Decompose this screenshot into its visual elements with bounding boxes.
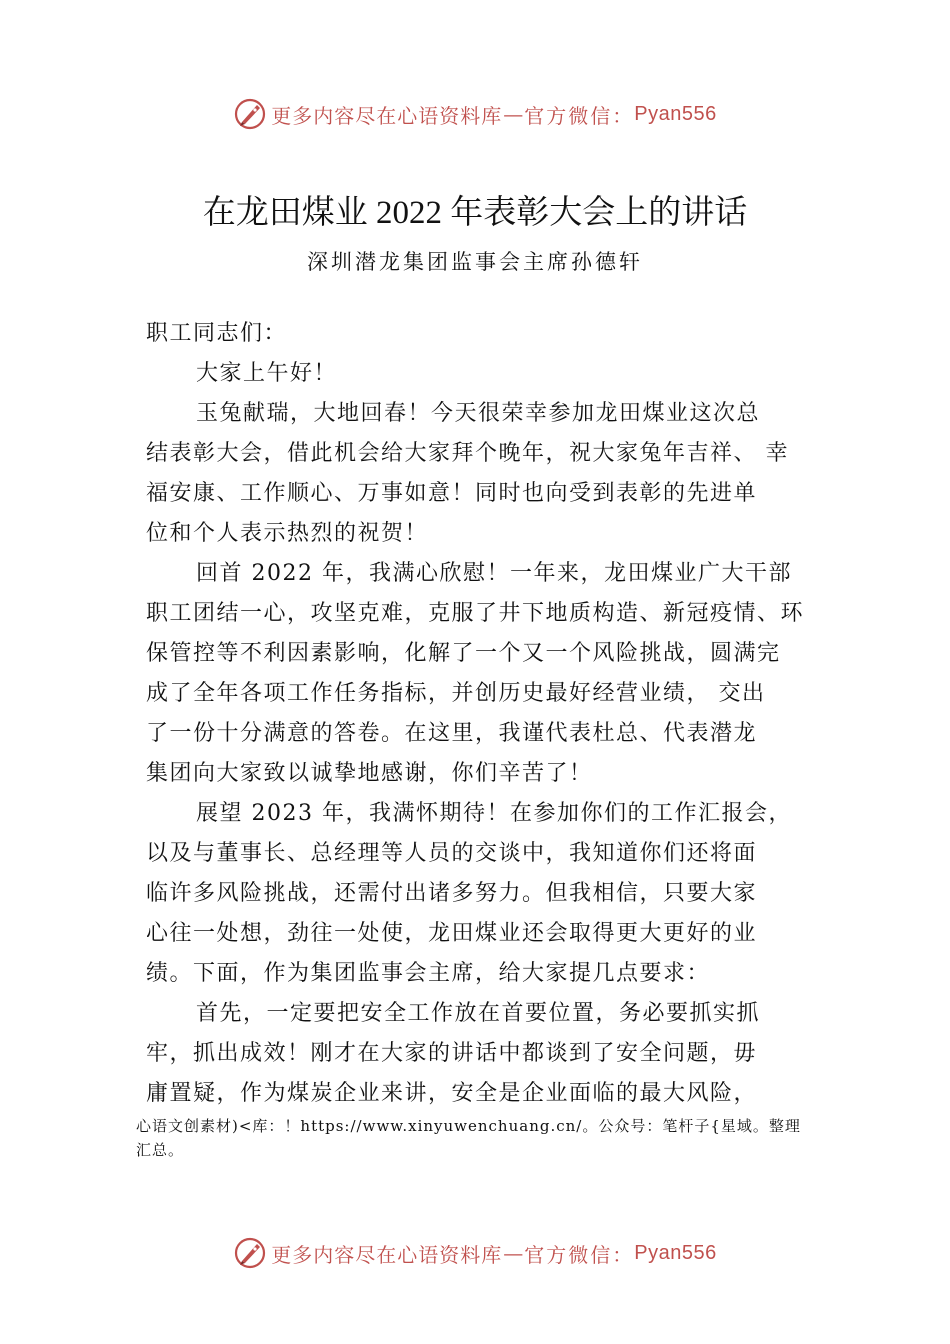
body-line: 位和个人表示热烈的祝贺！ [146, 521, 429, 546]
banner-text: 更多内容尽在心语资料库 [271, 103, 503, 128]
body-line: 职工团结一心，攻坚克难，克服了井下地质构造、新冠疫情、环 [146, 601, 805, 626]
body-line: 职工同志们： [146, 321, 288, 346]
header-banner [0, 94, 950, 134]
banner-text: 更多内容尽在心语资料库 [271, 1242, 503, 1267]
banner-wechat-id: Pyan556 [634, 1241, 717, 1264]
footnote-line-1: 心语文创素材)<库：！https://www.xinyuwenchuang.cn/。公众号：笔杆子{星域。整理 [136, 1117, 801, 1135]
body-line: 首先，一定要把安全工作放在首要位置，务必要抓实抓 [196, 1001, 761, 1026]
body-line: 以及与董事长、总经理等人员的交谈中，我知道你们还将面 [146, 841, 758, 866]
source-footnote [136, 1114, 836, 1162]
document-title: 在龙田煤业 2022 年表彰大会上的讲话 [202, 195, 748, 231]
banner-separator: — [503, 102, 524, 126]
document-subtitle: 深圳潜龙集团监事会主席孙德轩 [307, 250, 643, 274]
body-line: 保管控等不利因素影响，化解了一个又一个风险挑战，圆满完 [146, 641, 781, 666]
body-line: 庸置疑，作为煤炭企业来讲，安全是企业面临的最大风险， [146, 1081, 758, 1106]
body-line: 绩。下面，作为集团监事会主席，给大家提几点要求： [146, 961, 711, 986]
footnote-line-2: 汇总。 [136, 1141, 185, 1159]
body-line: 回首 2022 年，我满心欣慰！一年来，龙田煤业广大干部 [196, 561, 792, 586]
body-line: 展望 2023 年，我满怀期待！在参加你们的工作汇报会， [196, 801, 792, 826]
document-body [146, 314, 814, 1114]
body-line: 临许多风险挑战，还需付出诸多努力。但我相信，只要大家 [146, 881, 758, 906]
banner-wechat-label: 官方微信： [524, 103, 635, 128]
body-line: 福安康、工作顺心、万事如意！同时也向受到表彰的先进单 [146, 481, 758, 506]
body-line: 了一份十分满意的答卷。在这里，我谨代表杜总、代表潜龙 [146, 721, 758, 746]
body-line: 结表彰大会，借此机会给大家拜个晚年，祝大家兔年吉祥、 幸 [146, 441, 789, 466]
body-line: 大家上午好！ [196, 361, 338, 386]
banner-wechat-id: Pyan556 [634, 102, 717, 125]
body-line: 成了全年各项工作任务指标，并创历史最好经营业绩， 交出 [146, 681, 766, 706]
banner-wechat-label: 官方微信： [524, 1242, 635, 1267]
body-line: 牢，抓出成效！刚才在大家的讲话中都谈到了安全问题，毋 [146, 1041, 758, 1066]
body-line: 心往一处想，劲往一处使，龙田煤业还会取得更大更好的业 [146, 921, 758, 946]
body-line: 玉兔献瑞，大地回春！今天很荣幸参加龙田煤业这次总 [196, 401, 761, 426]
banner-separator: — [503, 1241, 524, 1265]
body-line: 集团向大家致以诚挚地感谢，你们辛苦了！ [146, 761, 593, 786]
quill-logo-icon [233, 1236, 267, 1270]
footer-banner [0, 1233, 950, 1273]
quill-logo-icon [233, 97, 267, 131]
